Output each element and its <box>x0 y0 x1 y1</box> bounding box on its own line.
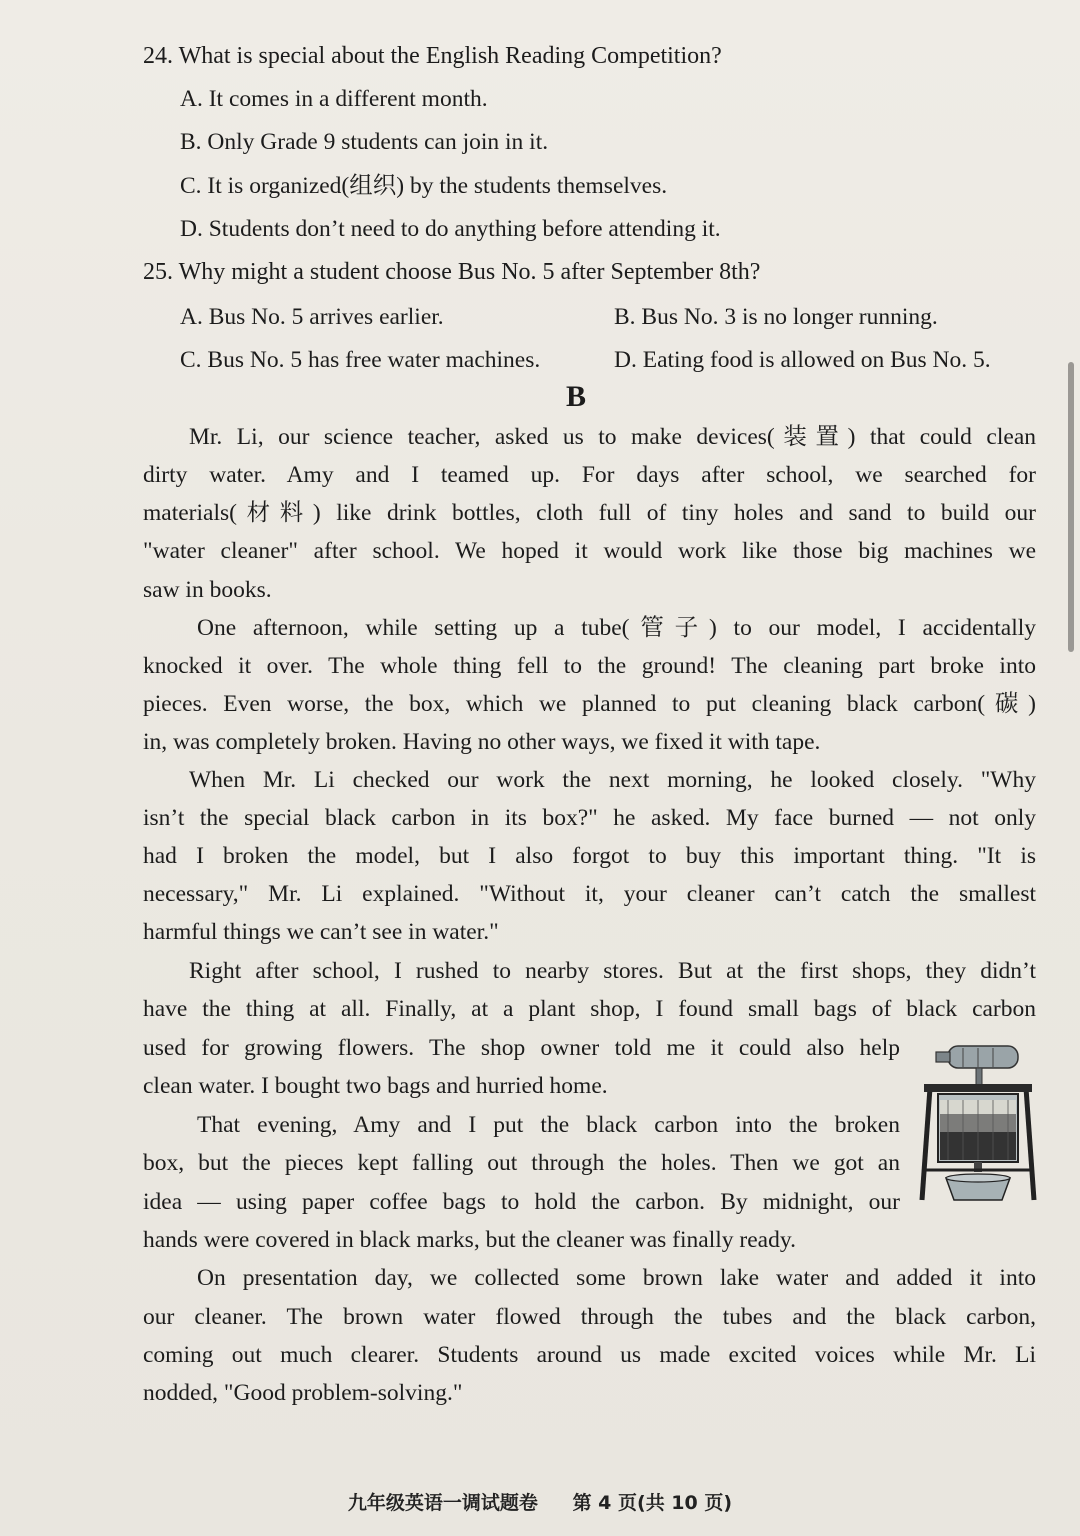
passage-line: That evening, Amy and I put the black carbon into the broken <box>197 1112 900 1138</box>
passage-line: knocked it over. The whole thing fell to the ground! The cleaning part broke into <box>143 653 1036 679</box>
passage-line: used for growing flowers. The shop owner told me it could also help <box>143 1035 900 1061</box>
passage-line: dirty water. Amy and I teamed up. For days after school, we searched for <box>143 462 1036 488</box>
question-24-option-c: C. It is organized(组织) by the students themselves. <box>180 173 668 199</box>
water-filter-illustration <box>918 1040 1038 1210</box>
passage-line: When Mr. Li checked our work the next morning, he looked closely. "Why <box>189 767 1036 793</box>
passage-line: nodded, "Good problem-solving." <box>143 1380 463 1406</box>
passage-line: in, was completely broken. Having no other ways, we fixed it with tape. <box>143 729 821 755</box>
question-24-option-d: D. Students don’t need to do anything before attending it. <box>180 216 721 242</box>
passage-line: coming out much clearer. Students around us made excited voices while Mr. Li <box>143 1342 1036 1368</box>
passage-line: On presentation day, we collected some brown lake water and added it into <box>197 1265 1036 1291</box>
passage-line: necessary," Mr. Li explained. "Without it, your cleaner can’t catch the smallest <box>143 881 1036 907</box>
passage-line: hands were covered in black marks, but the cleaner was finally ready. <box>143 1227 796 1253</box>
footer-exam-title: 九年级英语一调试题卷 <box>347 1492 538 1514</box>
vertical-scrollbar[interactable] <box>1068 362 1074 652</box>
question-24-option-a: A. It comes in a different month. <box>180 86 488 112</box>
passage-line: "water cleaner" after school. We hoped it would work like those big machines we <box>143 538 1036 564</box>
passage-line: materials(材料) like drink bottles, cloth full of tiny holes and sand to build our <box>143 500 1036 526</box>
section-heading: B <box>566 380 588 413</box>
passage-line: Mr. Li, our science teacher, asked us to make devices(装置) that could clean <box>189 424 1036 450</box>
passage-line: Right after school, I rushed to nearby stores. But at the first shops, they didn’t <box>189 958 1036 984</box>
passage-line: saw in books. <box>143 577 272 603</box>
question-25-option-a: A. Bus No. 5 arrives earlier. <box>180 304 444 330</box>
passage-line: box, but the pieces kept falling out through the holes. Then we got an <box>143 1150 900 1176</box>
passage-line: isn’t the special black carbon in its box?" he asked. My face burned — not only <box>143 805 1036 831</box>
passage-line: One afternoon, while setting up a tube(管子) to our model, I accidentally <box>197 615 1036 641</box>
question-25-option-d: D. Eating food is allowed on Bus No. 5. <box>614 347 991 373</box>
passage-line: idea — using paper coffee bags to hold the carbon. By midnight, our <box>143 1189 900 1215</box>
page-footer <box>0 1490 1080 1516</box>
question-24-option-b: B. Only Grade 9 students can join in it. <box>180 129 549 155</box>
passage-line: pieces. Even worse, the box, which we planned to put cleaning black carbon(碳) <box>143 691 1036 717</box>
question-25-option-b: B. Bus No. 3 is no longer running. <box>614 304 938 330</box>
water-filter-icon <box>918 1040 1038 1210</box>
question-25-stem: 25. Why might a student choose Bus No. 5 after September 8th? <box>143 259 761 285</box>
passage-line: clean water. I bought two bags and hurried home. <box>143 1073 608 1099</box>
question-24-stem: 24. What is special about the English Reading Competition? <box>143 43 722 69</box>
question-25-option-c: C. Bus No. 5 has free water machines. <box>180 347 541 373</box>
passage-line: harmful things we can’t see in water." <box>143 919 499 945</box>
passage-line: had I broken the model, but I also forgot to buy this important thing. "It is <box>143 843 1036 869</box>
passage-line: have the thing at all. Finally, at a plant shop, I found small bags of black carbon <box>143 996 1036 1022</box>
passage-line: our cleaner. The brown water flowed through the tubes and the black carbon, <box>143 1304 1036 1330</box>
footer-page-number: 第 4 页(共 10 页) <box>572 1492 733 1514</box>
